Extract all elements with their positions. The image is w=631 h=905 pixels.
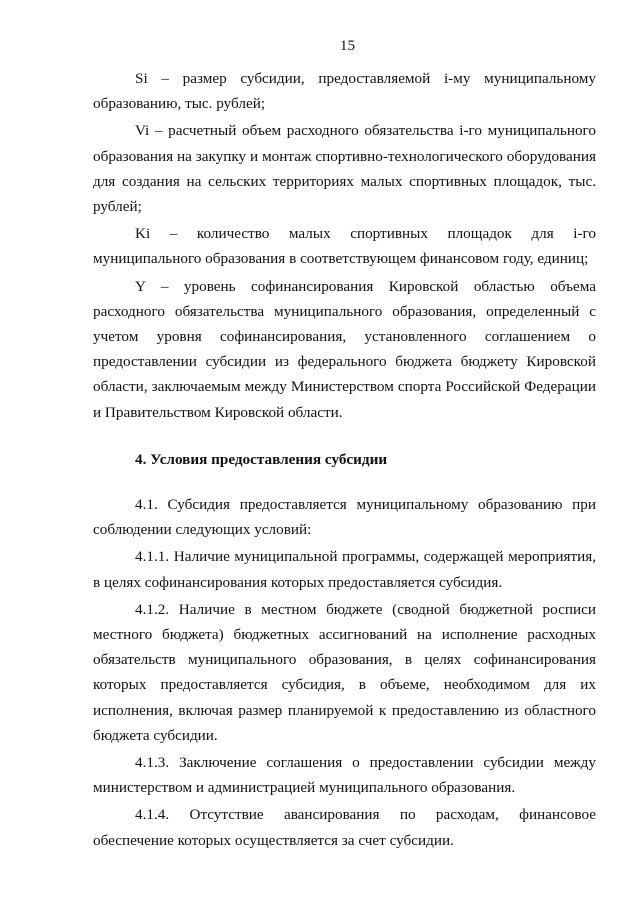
document-page bbox=[93, 36, 596, 853]
clause-4-1-4: 4.1.4. Отсутствие авансирования по расходам, финансовое обеспечение которых осуществляется за счет субсидии. bbox=[93, 806, 596, 849]
definition-si: Si – размер субсидии, предоставляемой i-му муниципальному образованию, тыс. рублей; bbox=[93, 70, 596, 113]
page-number: 15 bbox=[339, 37, 356, 54]
clause-4-1: 4.1. Субсидия предоставляется муниципальному образованию при соблюдении следующих условий: bbox=[93, 496, 596, 539]
clause-4-1-2: 4.1.2. Наличие в местном бюджете (сводной бюджетной росписи местного бюджета) бюджетных ассигнований на исполнение расходных обязательств муниципального образования, в целях софинансирования которых предоставляется субсидия, в объеме, необходимом для их исполнения, включая размер планируемой к предоставлению из областного бюджета субсидии. bbox=[93, 600, 596, 744]
definition-y: Y – уровень софинансирования Кировской областью объема расходного обязательства муниципального образования, определенный с учетом уровня софинансирования, установленного соглашением о предоставлении субсидии из федерального бюджета бюджету Кировской области, заключаемым между Министерством спорта Российской Федерации и Правительством Кировской области. bbox=[93, 277, 596, 421]
clause-4-1-3: 4.1.3. Заключение соглашения о предоставлении субсидии между министерством и администрацией муниципального образования. bbox=[93, 754, 596, 797]
clause-4-1-1: 4.1.1. Наличие муниципальной программы, содержащей мероприятия, в целях софинансирования которых предоставляется субсидия. bbox=[93, 548, 596, 591]
definition-vi: Vi – расчетный объем расходного обязательства i-го муниципального образования на закупку и монтаж спортивно-технологического оборудования для создания на сельских территориях малых спортивных площадок, тыс. рублей; bbox=[93, 122, 596, 216]
section-heading: 4. Условия предоставления субсидии bbox=[135, 450, 388, 468]
definition-ki: Ki – количество малых спортивных площадок для i-го муниципального образования в соответствующем финансовом году, единиц; bbox=[93, 225, 596, 268]
